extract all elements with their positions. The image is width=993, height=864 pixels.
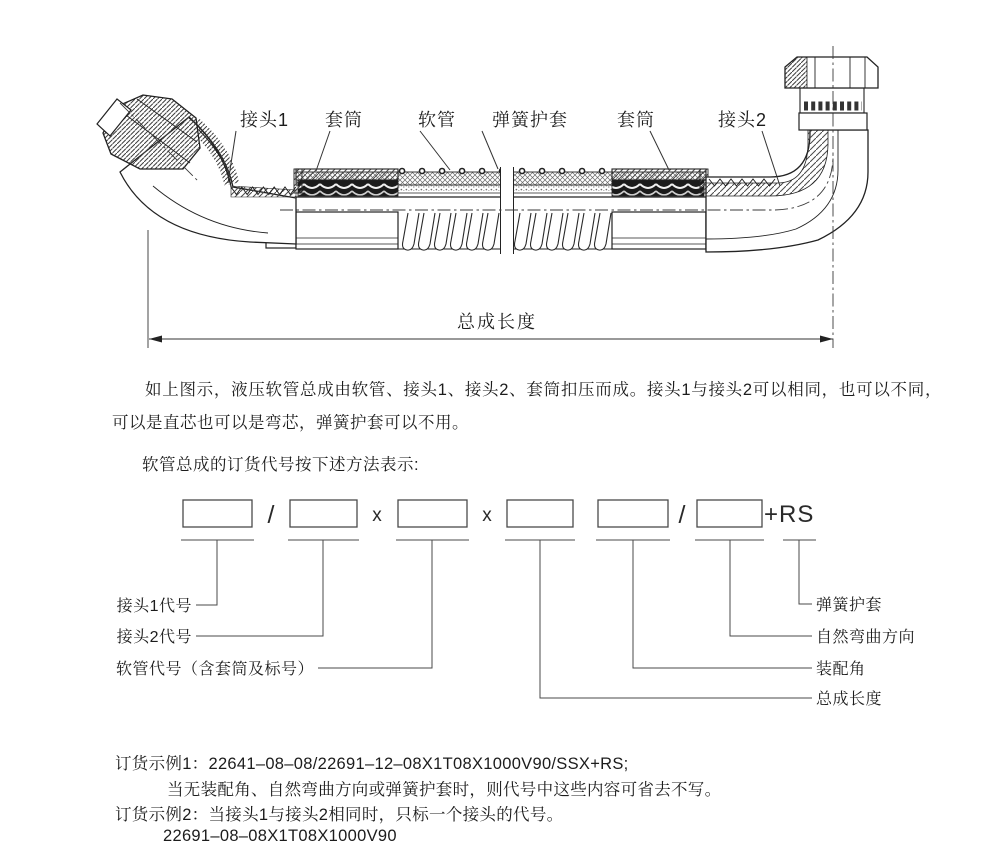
sleeve-left-lip xyxy=(294,169,302,193)
leader-spring-guard xyxy=(482,131,498,169)
coil-loop xyxy=(579,213,596,250)
code-label-overall-length: 总成长度 xyxy=(816,691,883,708)
hose-assembly-drawing xyxy=(97,46,878,348)
coil-loop xyxy=(547,213,564,250)
dim-arrow-left xyxy=(149,336,162,343)
break-gap xyxy=(500,165,514,257)
code-label-hose: 软管代号（含套筒及标号） xyxy=(115,661,314,678)
part-label-spring-guard: 弹簧护套 xyxy=(492,110,568,130)
example-line-3: 订货示例2：当接头1与接头2相同时，只标一个接头的代号。 xyxy=(115,806,564,824)
part-label-hose: 软管 xyxy=(418,110,456,130)
break-gap-mask xyxy=(500,165,514,257)
coil-loop xyxy=(419,213,436,250)
fitting-2 xyxy=(706,57,878,252)
connector-joint2 xyxy=(196,540,359,636)
sleeve-left-section xyxy=(294,169,398,196)
code-label-spring-guard: 弹簧护套 xyxy=(816,597,883,614)
example-line-2: 当无装配角、自然弯曲方向或弹簧护套时，则代号中这些内容可省去不写。 xyxy=(167,781,722,799)
dim-arrow-right xyxy=(820,336,833,343)
sleeve-left-exterior xyxy=(296,212,398,249)
code-label-joint1: 接头1代号 xyxy=(116,598,192,615)
description-paragraph: 如上图示，液压软管总成由软管、接头1、接头2、套筒扣压而成。接头1与接头2可以相同，也可以不同，可以是直芯也可以是弯芯，弹簧护套可以不用。 xyxy=(112,381,942,432)
code-box-length xyxy=(507,500,573,527)
code-box-hose xyxy=(398,500,467,527)
sleeve-right-exterior xyxy=(612,212,706,249)
dim-label-overall-length: 总成长度 xyxy=(457,312,537,332)
ordering-intro: 软管总成的订货代号按下述方法表示: xyxy=(142,456,420,474)
leader-hose xyxy=(420,131,450,170)
code-separator-slash-2: / xyxy=(678,501,686,529)
code-separator-slash-1: / xyxy=(267,501,275,529)
leader-sleeve1 xyxy=(316,131,330,171)
sleeve-right-crimp xyxy=(612,180,704,196)
code-separator-x-2: x xyxy=(482,505,492,526)
coil-loop xyxy=(563,213,580,250)
code-box-bend-direction xyxy=(697,500,762,527)
connector-joint1 xyxy=(181,540,254,605)
part-label-joint1: 接头1 xyxy=(240,110,290,130)
leader-sleeve2 xyxy=(650,131,669,170)
code-box-joint1 xyxy=(183,500,252,527)
code-separator-x-1: x xyxy=(372,505,382,526)
example-line-4: 22691–08–08X1T08X1000V90 xyxy=(163,827,397,845)
code-label-joint2: 接头2代号 xyxy=(116,629,192,646)
part-label-sleeve2: 套筒 xyxy=(617,110,655,130)
connector-spring-guard xyxy=(783,540,816,604)
code-labels-left xyxy=(116,597,314,678)
fitting-2-nut-hatch xyxy=(785,57,807,88)
part-label-sleeve1: 套筒 xyxy=(325,110,363,130)
sleeve-right-shell xyxy=(612,169,706,180)
sleeve-left-shell xyxy=(296,169,398,180)
ordering-code-diagram xyxy=(116,500,915,708)
connector-assembly-angle xyxy=(596,540,812,668)
code-box-joint2 xyxy=(290,500,357,527)
coil-loop xyxy=(595,213,612,250)
sleeve-left-crimp xyxy=(298,180,398,196)
coil-loop xyxy=(483,213,500,250)
part-label-joint2: 接头2 xyxy=(718,110,768,130)
code-label-assembly-angle: 装配角 xyxy=(816,661,866,678)
connector-hose xyxy=(318,540,469,668)
code-label-bend-direction: 自然弯曲方向 xyxy=(816,629,916,646)
part-labels xyxy=(240,110,767,130)
code-suffix-rs: +RS xyxy=(764,501,815,528)
coil-loop xyxy=(515,213,532,250)
sleeve-right-section xyxy=(612,169,708,196)
coil-loop xyxy=(451,213,468,250)
coil-loop xyxy=(467,213,484,250)
connector-length xyxy=(505,540,812,698)
example-line-1: 订货示例1：22641–08–08/22691–12–08X1T08X1000V90/SSX+RS; xyxy=(115,755,629,773)
coil-loop xyxy=(403,213,420,250)
connector-bend-direction xyxy=(695,540,812,636)
fitting-2-wall-hatch xyxy=(706,130,828,196)
coil-loop xyxy=(531,213,548,250)
code-labels-right xyxy=(816,596,915,708)
coil-loop xyxy=(435,213,452,250)
code-box-assembly-angle xyxy=(598,500,668,527)
